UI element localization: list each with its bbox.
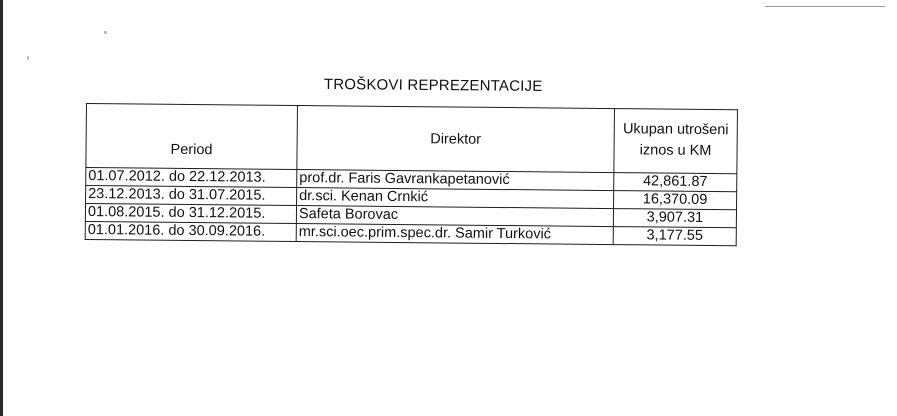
scan-edge xyxy=(0,0,3,416)
scan-speck xyxy=(104,31,107,34)
cell-amount: 16,370.09 xyxy=(614,191,737,210)
header-direktor: Direktor xyxy=(297,106,615,173)
document-title: TROŠKOVI REPREZENTACIJE xyxy=(323,76,543,95)
cell-direktor: mr.sci.oec.prim.spec.dr. Samir Turković xyxy=(296,224,613,245)
cell-period: 01.01.2016. do 30.09.2016. xyxy=(85,221,296,241)
cell-amount: 42,861.87 xyxy=(614,173,737,192)
cell-period: 01.07.2012. do 22.12.2013. xyxy=(86,168,297,188)
header-total: Ukupan utrošeni iznos u KM xyxy=(614,109,738,174)
expense-table xyxy=(85,103,738,246)
cell-period: 23.12.2013. do 31.07.2015. xyxy=(86,186,297,206)
table-header-row xyxy=(86,104,738,174)
cell-amount: 3,177.55 xyxy=(613,227,736,246)
cell-direktor: prof.dr. Faris Gavrankapetanović xyxy=(297,170,614,191)
cell-direktor: Safeta Borovac xyxy=(296,206,613,227)
header-period xyxy=(86,104,298,170)
scan-rule xyxy=(765,6,885,7)
cell-amount: 3,907.31 xyxy=(613,209,736,228)
scan-speck xyxy=(27,56,29,60)
cell-period: 01.08.2015. do 31.12.2015. xyxy=(85,204,296,224)
cell-direktor: dr.sci. Kenan Crnkić xyxy=(297,188,614,209)
expense-table-wrapper xyxy=(85,103,738,246)
header-period-label: Period xyxy=(170,141,213,159)
